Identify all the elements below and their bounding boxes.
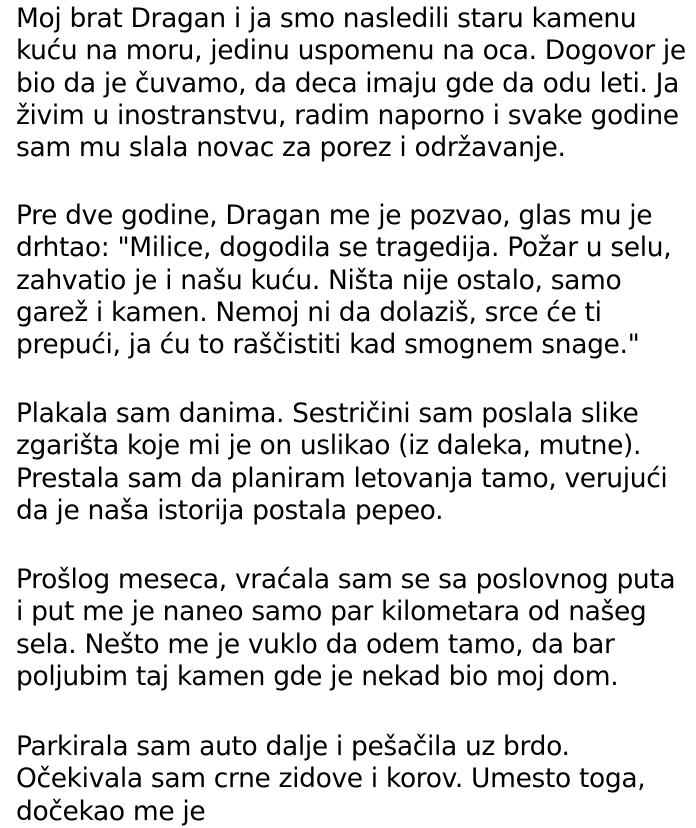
text-line: živim u inostranstvu, radim naporno i svake godine <box>16 99 679 131</box>
text-line: Pre dve godine, Dragan me je pozvao, glas mu je <box>16 200 653 231</box>
paragraph-business-trip <box>16 564 696 693</box>
paragraph-phone-call <box>16 200 696 361</box>
text-line: garež i kamen. Nemoj ni da dolaziš, srce će ti <box>16 296 602 328</box>
text-line: kuću na moru, jedinu uspomenu na oca. Dogovor je <box>16 35 686 67</box>
paragraph-arrival <box>16 731 696 828</box>
text-line: zgarišta koje mi je on uslikao (iz daleka, mutne). <box>16 430 642 462</box>
text-line: Očekivala sam crne zidove i korov. Umesto toga, <box>16 763 646 795</box>
text-line: sela. Nešto me je vuklo da odem tamo, da bar <box>16 628 615 660</box>
text-line: Plakala sam danima. Sestričini sam poslala slike <box>16 398 639 429</box>
paragraph-grief <box>16 398 696 527</box>
text-line: Moj brat Dragan i ja smo nasledili staru kamenu <box>16 3 637 34</box>
paragraph-inheritance <box>16 3 696 164</box>
text-line: bio da je čuvamo, da deca imaju gde da odu leti. Ja <box>16 67 679 99</box>
text-line: da je naša istorija postala pepeo. <box>16 494 444 526</box>
text-line: Prošlog meseca, vraćala sam se sa poslovnog puta <box>16 564 676 595</box>
text-line: prepući, ja ću to raščistiti kad smognem snage." <box>16 329 640 361</box>
text-line: drhtao: "Milice, dogodila se tragedija. Požar u selu, <box>16 232 672 264</box>
text-line: i put me je naneo samo par kilometara od našeg <box>16 596 647 628</box>
text-line: sam mu slala novac za porez i održavanje. <box>16 132 566 164</box>
text-line: poljubim taj kamen gde je nekad bio moj dom. <box>16 660 619 692</box>
text-line: dočekao me je <box>16 795 206 827</box>
text-line: zahvatio je i našu kuću. Ništa nije ostalo, samo <box>16 264 622 296</box>
text-line: Parkirala sam auto dalje i pešačila uz brdo. <box>16 731 570 762</box>
text-line: Prestala sam da planiram letovanja tamo, verujući <box>16 462 668 494</box>
